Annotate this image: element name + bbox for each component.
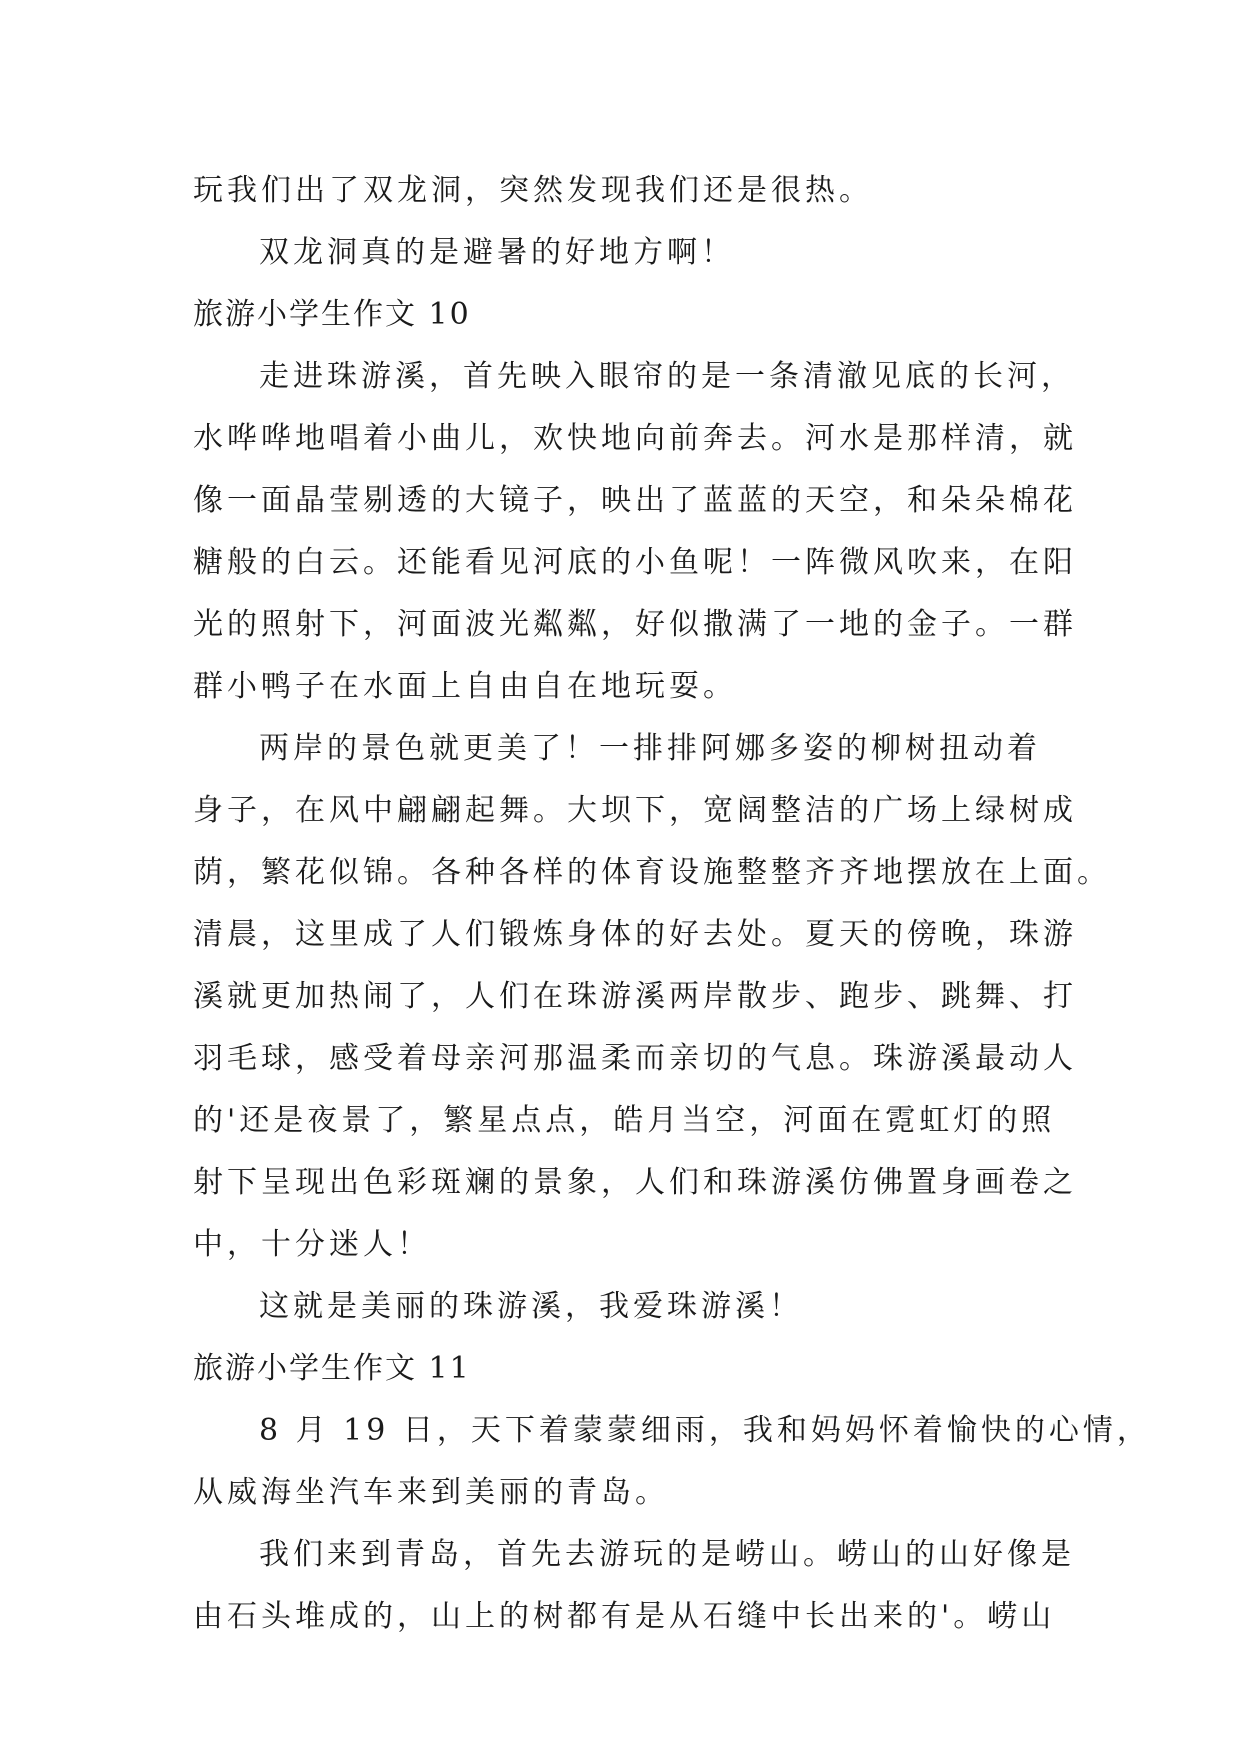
text-line: 水哗哗地唱着小曲儿，欢快地向前奔去。河水是那样清，就 (193, 421, 1077, 456)
text-line: 溪就更加热闹了，人们在珠游溪两岸散步、跑步、跳舞、打 (193, 979, 1077, 1014)
text-line: 走进珠游溪，首先映入眼帘的是一条清澈见底的长河， (259, 359, 1075, 394)
text-line: 我们来到青岛，首先去游玩的是崂山。崂山的山好像是 (259, 1537, 1075, 1572)
section-heading: 旅游小学生作文 11 (193, 1351, 471, 1386)
document-body (193, 160, 1151, 1648)
text-line: 8 月 19 日，天下着蒙蒙细雨，我和妈妈怀着愉快的心情， (259, 1413, 1151, 1448)
text-line: 身子，在风中翩翩起舞。大坝下，宽阔整洁的广场上绿树成 (193, 793, 1077, 828)
text-line: 群小鸭子在水面上自由自在地玩耍。 (193, 669, 737, 704)
text-line: 糖般的白云。还能看见河底的小鱼呢！一阵微风吹来，在阳 (193, 545, 1077, 580)
text-line: 双龙洞真的是避暑的好地方啊！ (259, 235, 735, 270)
text-line: 像一面晶莹剔透的大镜子，映出了蓝蓝的天空，和朵朵棉花 (193, 483, 1077, 518)
text-line: 羽毛球，感受着母亲河那温柔而亲切的气息。珠游溪最动人 (193, 1041, 1077, 1076)
text-line: 荫，繁花似锦。各种各样的体育设施整整齐齐地摆放在上面。 (193, 855, 1111, 890)
text-line: 两岸的景色就更美了！一排排阿娜多姿的柳树扭动着 (259, 731, 1041, 766)
text-line: 这就是美丽的珠游溪，我爱珠游溪！ (259, 1289, 803, 1324)
text-line: 射下呈现出色彩斑斓的景象，人们和珠游溪仿佛置身画卷之 (193, 1165, 1077, 1200)
text-line: 由石头堆成的，山上的树都有是从石缝中长出来的'。崂山 (193, 1599, 1056, 1634)
text-line: 玩我们出了双龙洞，突然发现我们还是很热。 (193, 173, 873, 208)
text-line: 光的照射下，河面波光粼粼，好似撒满了一地的金子。一群 (193, 607, 1077, 642)
text-line: 中，十分迷人！ (193, 1227, 431, 1262)
section-heading: 旅游小学生作文 10 (193, 297, 471, 332)
text-line: 从威海坐汽车来到美丽的青岛。 (193, 1475, 669, 1510)
text-line: 清晨，这里成了人们锻炼身体的好去处。夏天的傍晚，珠游 (193, 917, 1077, 952)
text-line: 的'还是夜景了，繁星点点，皓月当空，河面在霓虹灯的照 (193, 1103, 1056, 1138)
